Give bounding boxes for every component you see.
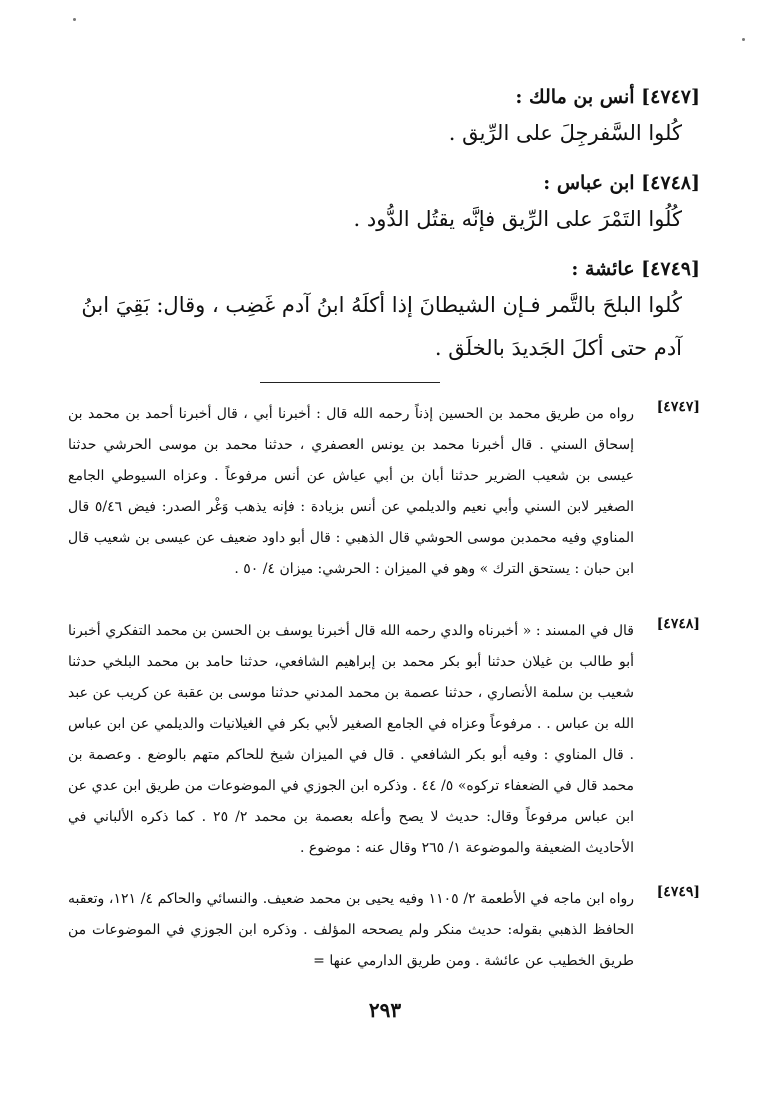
- entry-text: كُلُوا التَمْرَ على الرِّيق فإنَّه يقتُل الدُّود .: [353, 207, 682, 231]
- entry-heading: [60, 172, 700, 194]
- scan-speck: [742, 38, 745, 41]
- entry-heading: [60, 258, 700, 280]
- scan-speck: [73, 18, 76, 21]
- entry-narrator: أنس بن مالك :: [515, 86, 635, 108]
- entry-narrator: ابن عباس :: [543, 172, 635, 194]
- entry-number: [٤٧٤٨]: [641, 172, 700, 194]
- footnote-text: رواه ابن ماجه في الأطعمة ٢/ ١١٠٥ وفيه يحيى بن محمد ضعيف. والنسائي والحاكم ٤/ ١٢١، وتعقبه الحافظ الذهبي بقوله: حديث منكر ولم يصححه المؤلف . وذكره ابن الجوزي في الموضوعات من طريق الخطيب عن عائشة . ومن طريق الدارمي عنها =: [68, 891, 634, 969]
- entry-number: [٤٧٤٧]: [641, 86, 700, 108]
- page-number: ٢٩٣: [368, 998, 402, 1022]
- entry-text: كُلوا البلحَ بالتَّمر فـإن الشيطانَ إذا أكلَهُ ابنُ آدم غَضِب ، وقال: بَقِيَ ابنُ آدم حتى أكلَ الجَديدَ بالخلَق .: [81, 293, 682, 360]
- footnote-number: [٤٧٤٧]: [656, 399, 700, 415]
- footnote-number: [٤٧٤٨]: [656, 616, 700, 632]
- entry-text: كُلوا السَّفرجِلَ على الرِّيق .: [448, 121, 682, 145]
- footnote-text: رواه من طريق محمد بن الحسين إذناً رحمه الله قال : أخبرنا أبي ، قال أخبرنا أحمد بن محمد بن إسحاق السني . قال أخبرنا محمد بن يونس العصفري ، حدثنا محمد بن موسى الحرشي حدثنا عيسى بن شعيب الضرير حدثنا أبان بن أبي عياش عن أنس مرفوعاً . وعزاه السيوطي الجامع الصغير لابن السني وأبي نعيم والديلمي عن أنس بزيادة : فإنه يذهب وَغْر الصدر: فيض ٥/٤٦ قال المناوي وفيه محمدبن موسى الحوشي قال الذهبي : قال أبو داود ضعيف عن عيسى بن شعيب قال ابن حبان : يستحق الترك » وهو في الميزان : الحرشي: ميزان ٤/ ٥٠ .: [68, 406, 634, 577]
- footnote: [68, 399, 700, 585]
- entry-heading: [60, 86, 700, 108]
- entry-narrator: عائشة :: [571, 258, 635, 280]
- footnote: [68, 884, 700, 977]
- entry-number: [٤٧٤٩]: [641, 258, 700, 280]
- footnote-text: قال في المسند : « أخبرناه والدي رحمه الله قال أخبرنا يوسف بن الحسن بن محمد التفكري أخبرنا أبو طالب بن غيلان حدثنا أبو بكر محمد بن إبراهيم الشافعي، حدثنا حامد بن محمد البلخي حدثنا شعيب بن سلمة الأنصاري ، حدثنا عصمة بن محمد المدني حدثنا موسى بن عقبة عن كريب عن عبد الله بن عباس . . مرفوعاً وعزاه في الجامع الصغير لأبي بكر في الغيلانيات والديلمي عن ابن عباس . قال المناوي : وفيه أبو بكر الشافعي . قال في الميزان شيخ للحاكم متهم بالوضع . وعصمة بن محمد قال في الضعفاء تركوه» ٥/ ٤٤ . وذكره ابن الجوزي في الموضوعات من طريق ابن عدي عن ابن عباس مرفوعاً وقال: حديث لا يصح وأعله بعصمة بن محمد ٢/ ٢٥ . كما ذكره الألباني في الأحاديث الضعيفة والموضوعة ١/ ٢٦٥ وقال عنه : موضوع .: [68, 623, 634, 856]
- footnote-number: [٤٧٤٩]: [656, 884, 700, 900]
- footnote-separator: [260, 382, 440, 383]
- footnote: [68, 616, 700, 864]
